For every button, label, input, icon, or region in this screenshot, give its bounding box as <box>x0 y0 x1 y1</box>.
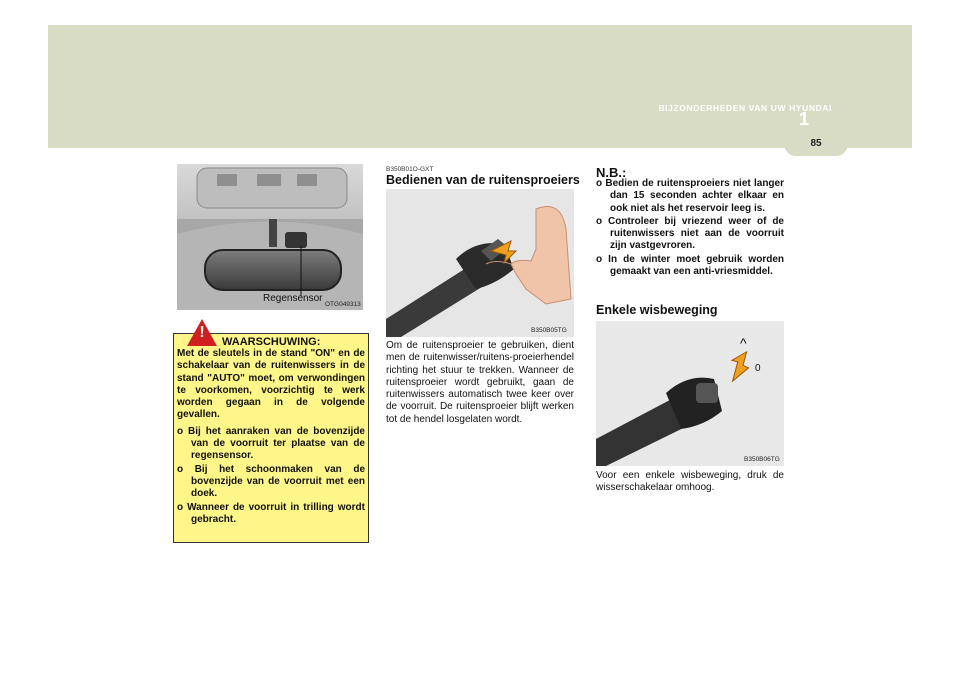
washer-body-text: Om de ruitensproeier te gebruiken, dient men de ruitenwisser/ruitens-proeierhendel richting het stuur te trekken. Wanneer de ruitensproeier wordt gebruikt, gaan de ruitenwissers automatisch twee keer over de voorruit. De ruitensproeier blijft werken tot de hendel losgelaten wordt. <box>386 340 574 425</box>
warning-item: o Wanneer de voorruit in trilling wordt gebracht. <box>177 501 365 525</box>
chapter-title: BIJZONDERHEDEN VAN UW HYUNDAI <box>658 103 832 113</box>
warning-intro: Met de sleutels in de stand "ON" en de schakelaar van de ruitenwissers in de stand "AUTO" moet, om verwondingen te voorkomen, voorzichtig te werk worden gegaan in de volgende gevallen. <box>177 348 365 421</box>
figure-code-right: B350B06TG <box>744 456 780 463</box>
warning-item: o Bij het schoonmaken van de bovenzijde van de voorruit met een doek. <box>177 463 365 500</box>
note-item: o Controleer bij vriezend weer of de ruitenwissers niet aan de voorruit zijn vastgevroren. <box>596 215 784 252</box>
washer-photo <box>386 189 574 337</box>
figure-code-middle: B350B05TG <box>531 327 567 334</box>
note-list <box>596 178 784 279</box>
single-wipe-illustration <box>596 321 784 466</box>
section-title-single-wipe: Enkele wisbeweging <box>596 303 718 317</box>
rain-sensor-photo <box>177 164 363 310</box>
position-label-zero: 0 <box>755 363 761 374</box>
note-item: o In de winter moet gebruik worden gemaakt van een anti-vriesmiddel. <box>596 253 784 278</box>
warning-title: WAARSCHUWING: <box>222 336 321 348</box>
single-wipe-body-text: Voor een enkele wisbeweging, druk de wisserschakelaar omhoog. <box>596 470 784 494</box>
note-title: N.B.: <box>596 165 627 180</box>
header-band <box>48 25 912 148</box>
note-item: o Bedien de ruitensproeiers niet langer dan 15 seconden achter elkaar en ook niet als het reservoir leeg is. <box>596 178 784 214</box>
single-wipe-photo <box>596 321 784 466</box>
rain-sensor-illustration <box>177 164 363 310</box>
chapter-number: 1 <box>799 109 810 129</box>
warning-box <box>173 333 369 543</box>
warning-list <box>177 426 365 526</box>
page-number: 85 <box>810 138 822 149</box>
caret-up-icon: ^ <box>740 335 747 351</box>
regensensor-callout: Regensensor <box>263 293 323 304</box>
figure-code-left: OTG049313 <box>325 301 361 308</box>
exclamation-icon: ! <box>199 324 205 341</box>
section-title-washers: Bedienen van de ruitensproeiers <box>386 173 580 187</box>
washer-illustration <box>386 189 574 337</box>
warning-item: o Bij het aanraken van de bovenzijde van de voorruit ter plaatse van de regensensor. <box>177 425 365 462</box>
ref-code: B350B01O-GXT <box>386 166 434 173</box>
